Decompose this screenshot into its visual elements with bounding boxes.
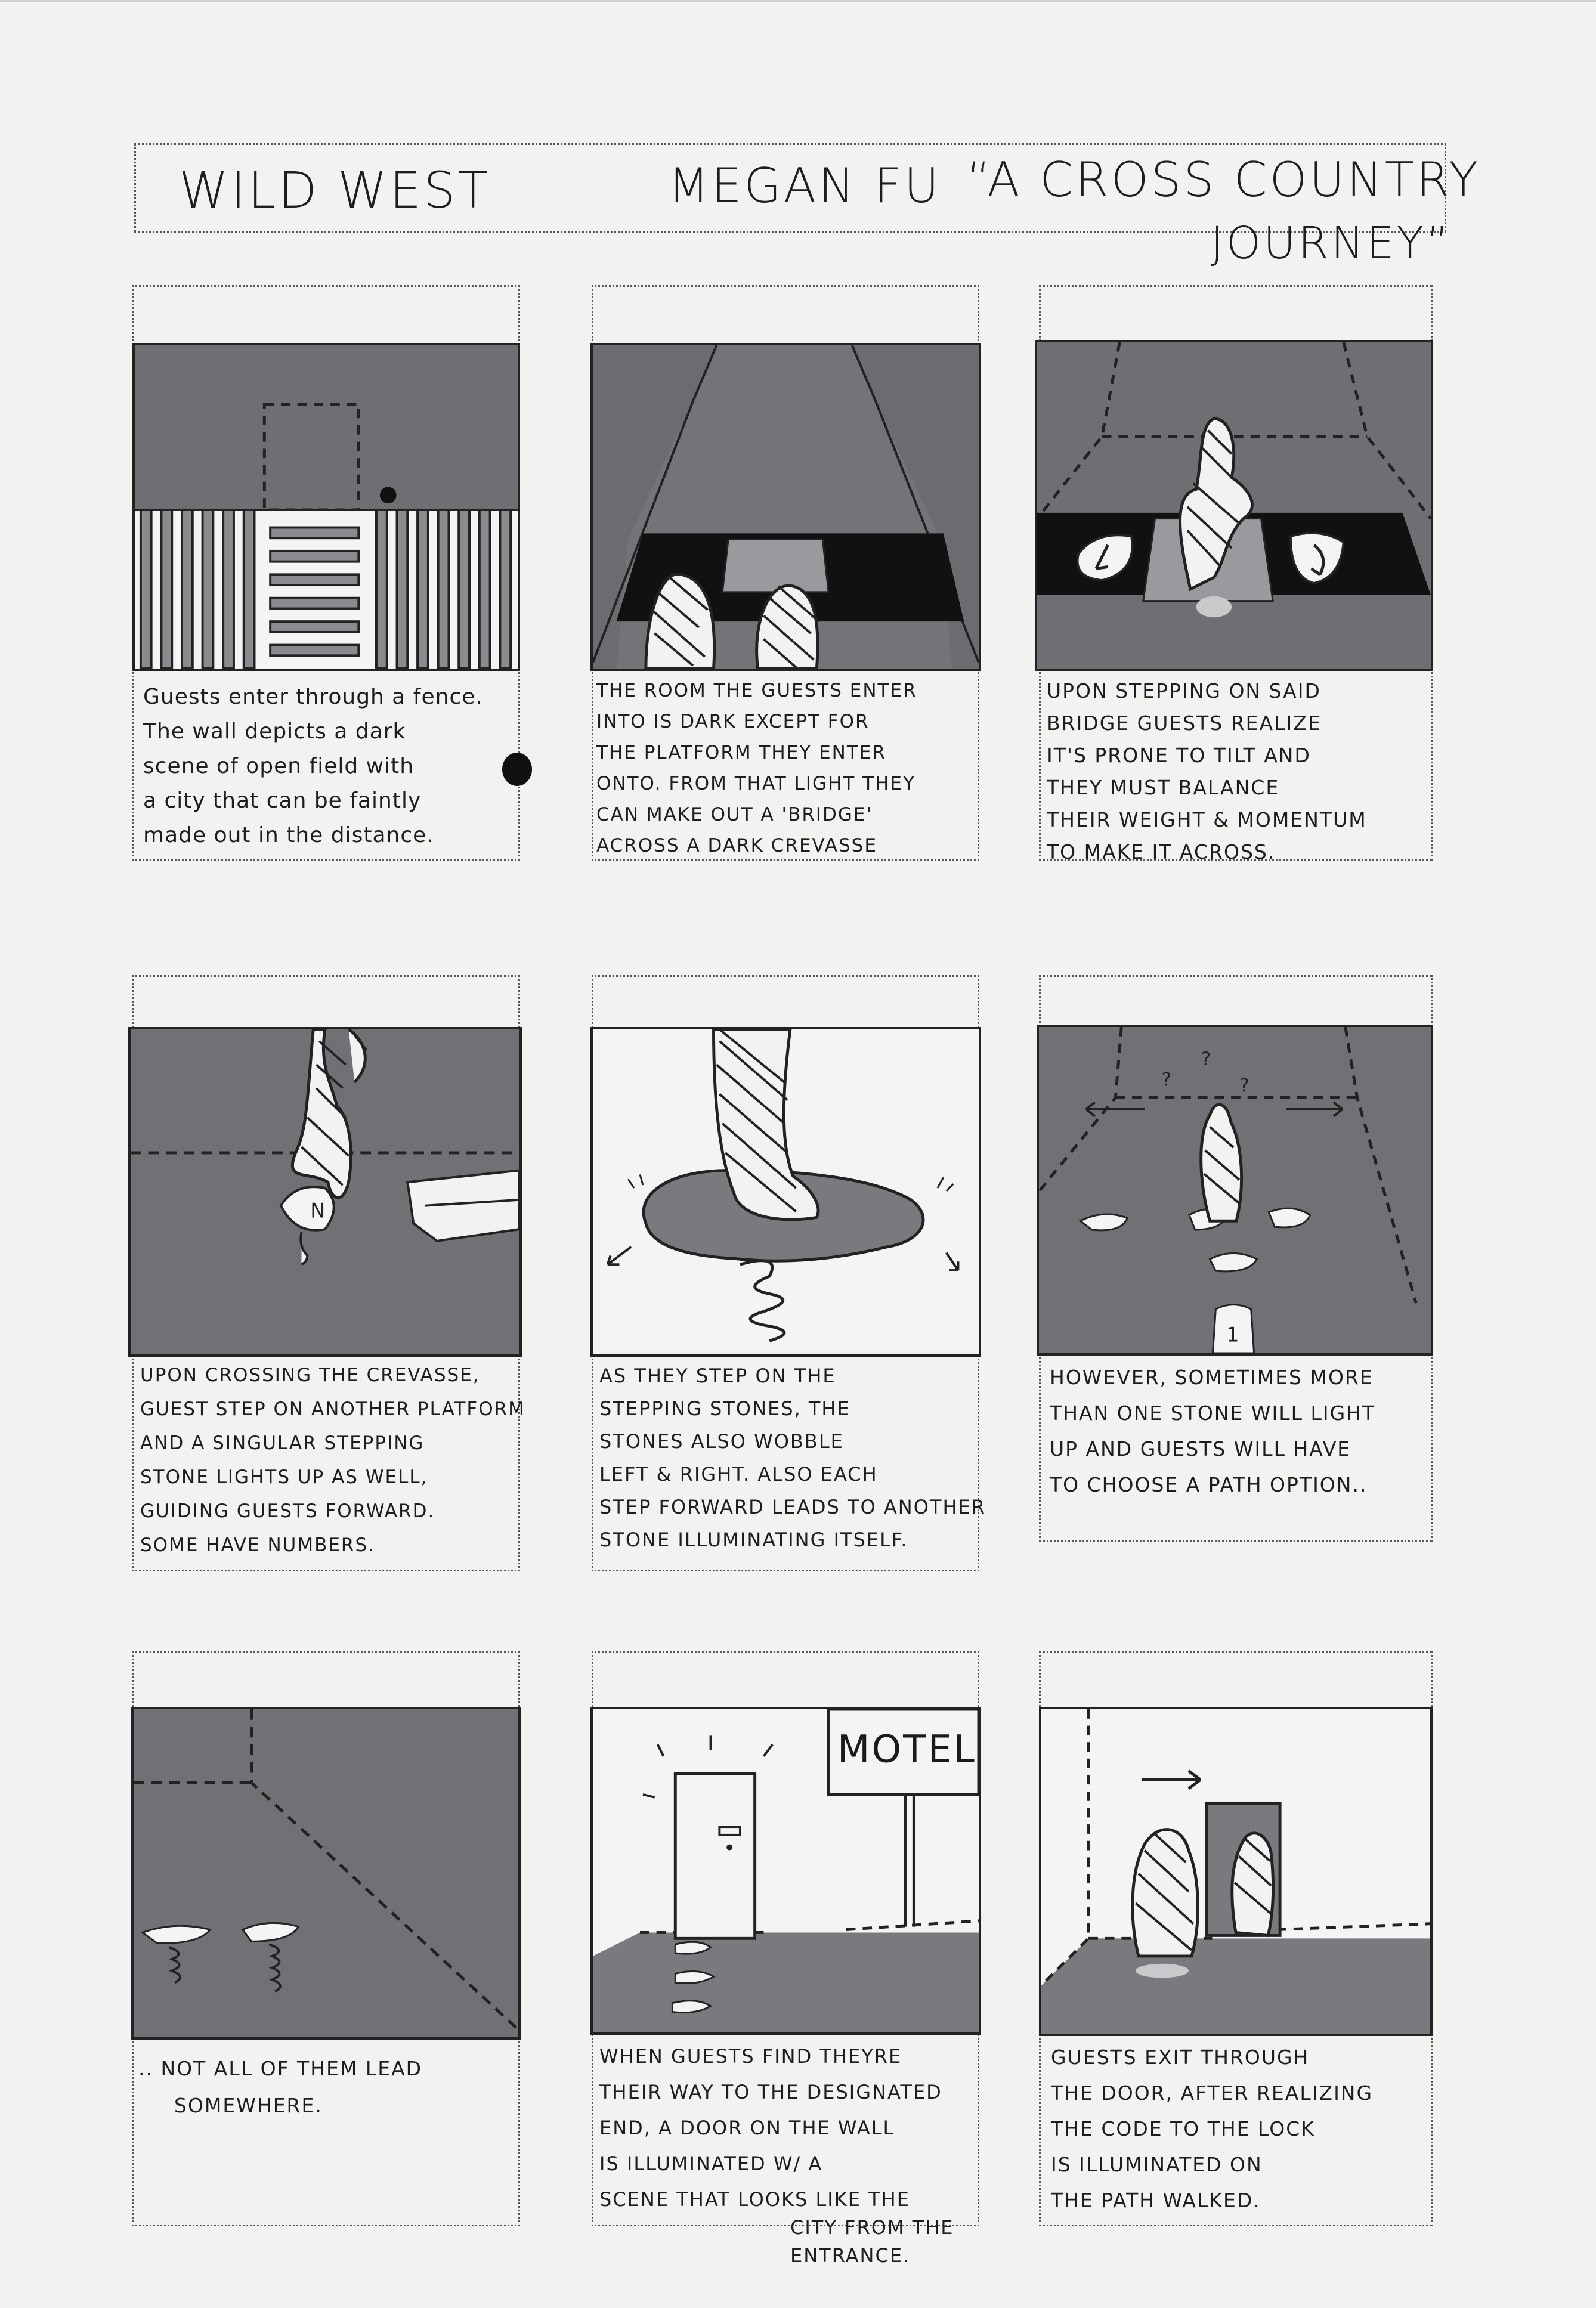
panel-6-drawing xyxy=(1037,1025,1433,1356)
panel-7-caption: .. NOT ALL OF THEM LEAD SOMEWHERE. xyxy=(138,2057,423,2117)
panel-1-drawing xyxy=(132,343,520,671)
panel-4-drawing xyxy=(128,1027,522,1357)
ink-blot xyxy=(502,753,532,786)
panel-9-drawing xyxy=(1039,1707,1433,2036)
panel-3-drawing xyxy=(1035,340,1433,671)
panel-6-caption: HOWEVER, SOMETIMES MORE THAN ONE STONE WILL LIGHT UP AND GUESTS WILL HAVE TO CHOOSE A PATH OPTION.. xyxy=(1050,1366,1376,1496)
svg-text:?: ? xyxy=(1239,1075,1249,1097)
svg-text:?: ? xyxy=(1201,1048,1211,1071)
header-author: MEGAN FU xyxy=(668,158,942,214)
header-title-line2: JOURNEY” xyxy=(1211,218,1452,269)
panel-4-caption: UPON CROSSING THE CREVASSE, GUEST STEP ON ANOTHER PLATFORM AND A SINGULAR STEPPING STONE LIGHTS UP AS WELL, GUIDING GUESTS FORWARD. SOME HAVE NUMBERS. xyxy=(140,1365,525,1556)
panel-5-drawing xyxy=(590,1027,981,1357)
panel-8-drawing xyxy=(590,1707,981,2035)
header-left-title: WILD WEST xyxy=(179,161,491,219)
svg-text:N: N xyxy=(310,1199,326,1223)
panel-2-drawing xyxy=(590,343,981,671)
panel-8-caption: WHEN GUESTS FIND THEYRE THEIR WAY TO THE DESIGNATED END, A DOOR ON THE WALL IS ILLUMINATED W/ A SCENE THAT LOOKS LIKE THE CITY FROM THE ENTRANCE. xyxy=(599,2045,954,2267)
panel-2-caption: THE ROOM THE GUESTS ENTER INTO IS DARK EXCEPT FOR THE PLATFORM THEY ENTER ONTO. FROM THAT LIGHT THEY CAN MAKE OUT A 'BRIDGE' ACROSS A DARK CREVASSE xyxy=(596,680,917,856)
header-title-line1: “A CROSS COUNTRY xyxy=(966,152,1481,208)
page-top-edge xyxy=(0,0,1596,2)
panel-9-caption: GUESTS EXIT THROUGH THE DOOR, AFTER REALIZING THE CODE TO THE LOCK IS ILLUMINATED ON THE PATH WALKED. xyxy=(1051,2046,1374,2212)
svg-text:?: ? xyxy=(1161,1069,1172,1091)
svg-text:1: 1 xyxy=(1226,1323,1239,1347)
panel-7-drawing xyxy=(131,1707,521,2040)
motel-sign-text: MOTEL xyxy=(837,1727,976,1771)
panel-3-caption: UPON STEPPING ON SAID BRIDGE GUESTS REALIZE IT'S PRONE TO TILT AND THEY MUST BALANCE THEIR WEIGHT & MOMENTUM TO MAKE IT ACROSS. xyxy=(1047,679,1367,864)
panel-5-caption: AS THEY STEP ON THE STEPPING STONES, THE STONES ALSO WOBBLE LEFT & RIGHT. ALSO EACH STEP FORWARD LEADS TO ANOTHER STONE ILLUMINATING ITSELF. xyxy=(599,1365,986,1551)
panel-1-caption: Guests enter through a fence. The wall depicts a dark scene of open field with a city that can be faintly made out in the distance. xyxy=(143,685,483,847)
